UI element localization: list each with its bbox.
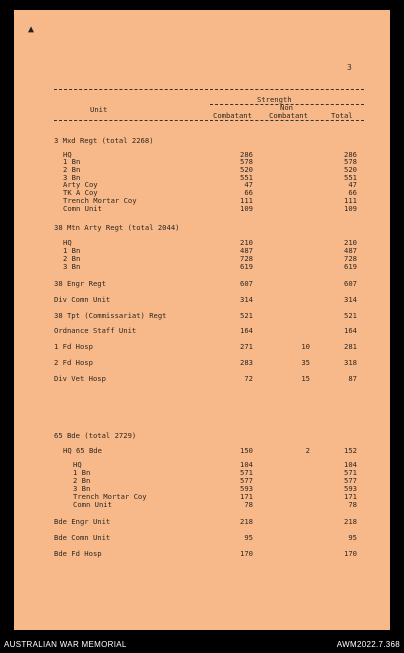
row-label: Trench Mortar Coy [73,492,147,501]
non-combatant-value: 15 [301,374,310,383]
row-label: 3 Mxd Regt (total 2268) [54,136,154,145]
combatant-value: 286 [240,150,253,159]
total-value: 318 [344,358,357,367]
row-label: Comn Unit [73,500,112,509]
combatant-value: 170 [240,549,253,558]
combatant-value: 593 [240,484,253,493]
row-label: 2 Bn [63,165,81,174]
combatant-value: 619 [240,262,253,271]
row-label: Bde Fd Hosp [54,549,102,558]
page-number: 3 [347,63,352,72]
row-label: 38 Engr Regt [54,279,106,288]
combatant-value: 150 [240,446,253,455]
row-label: Bde Comn Unit [54,533,111,542]
row-label: Ordnance Staff Unit [54,326,137,335]
row-label: 2 Fd Hosp [54,358,93,367]
total-value: 578 [344,157,357,166]
combatant-value: 520 [240,165,253,174]
row-label: 38 Tpt (Commissariat) Regt [54,311,167,320]
combatant-value: 551 [240,173,253,182]
strength-header: Strength [257,95,292,104]
total-value: 218 [344,517,357,526]
non-combatant-value: 10 [301,342,310,351]
combatant-value: 66 [244,188,253,197]
row-label: 2 Bn [73,476,91,485]
combatant-value: 72 [244,374,253,383]
row-label: 2 Bn [63,254,81,263]
combatant-value: 111 [240,196,253,205]
total-value: 520 [344,165,357,174]
row-label: 3 Bn [73,484,91,493]
combatant-value: 104 [240,460,253,469]
non-combatant-value: 2 [305,446,310,455]
combatant-value: 164 [240,326,253,335]
row-label: 38 Mtn Arty Regt (total 2044) [54,223,180,232]
total-value: 78 [348,500,357,509]
row-label: 65 Bde (total 2729) [54,431,137,440]
combatant-value: 210 [240,238,253,247]
total-value: 314 [344,295,357,304]
row-label: Div Vet Hosp [54,374,106,383]
combatant-value: 571 [240,468,253,477]
row-label: 1 Bn [63,246,81,255]
total-value: 210 [344,238,357,247]
total-value: 47 [348,180,357,189]
combatant-value: 271 [240,342,253,351]
row-label: HQ [73,460,82,469]
combatant-value: 728 [240,254,253,263]
row-label: Trench Mortar Coy [63,196,137,205]
row-label: 1 Bn [73,468,91,477]
combatant-value: 521 [240,311,253,320]
total-value: 87 [348,374,357,383]
non-combatant-header: Combatant [269,111,308,120]
total-value: 104 [344,460,357,469]
total-value: 170 [344,549,357,558]
row-label: 3 Bn [63,262,81,271]
combatant-value: 95 [244,533,253,542]
total-value: 619 [344,262,357,271]
footer-reference: AWM2022.7.368 [336,640,400,649]
row-label: HQ [63,150,72,159]
row-label: Arty Coy [63,180,98,189]
header-rule-top [54,89,364,90]
combatant-value: 109 [240,204,253,213]
pen-mark-icon: ▲ [28,24,35,35]
total-value: 607 [344,279,357,288]
total-value: 577 [344,476,357,485]
total-value: 171 [344,492,357,501]
combatant-header: Combatant [213,111,252,120]
row-label: 3 Bn [63,173,81,182]
row-label: TK A Coy [63,188,98,197]
total-value: 286 [344,150,357,159]
combatant-value: 314 [240,295,253,304]
footer-source: AUSTRALIAN WAR MEMORIAL [4,640,127,649]
total-value: 281 [344,342,357,351]
total-value: 111 [344,196,357,205]
row-label: Comn Unit [63,204,102,213]
total-value: 728 [344,254,357,263]
total-value: 593 [344,484,357,493]
unit-header: Unit [90,105,108,114]
combatant-value: 171 [240,492,253,501]
row-label: HQ [63,238,72,247]
total-value: 66 [348,188,357,197]
combatant-value: 487 [240,246,253,255]
combatant-value: 607 [240,279,253,288]
header-rule-bottom [54,120,364,121]
total-value: 164 [344,326,357,335]
combatant-value: 47 [244,180,253,189]
combatant-value: 283 [240,358,253,367]
non-header: Non [280,103,293,112]
total-value: 521 [344,311,357,320]
total-value: 571 [344,468,357,477]
non-combatant-value: 35 [301,358,310,367]
combatant-value: 78 [244,500,253,509]
total-value: 109 [344,204,357,213]
row-label: HQ 65 Bde [63,446,102,455]
total-value: 551 [344,173,357,182]
row-label: Div Comn Unit [54,295,111,304]
total-header: Total [331,111,353,120]
total-value: 95 [348,533,357,542]
row-label: 1 Fd Hosp [54,342,93,351]
row-label: 1 Bn [63,157,81,166]
combatant-value: 218 [240,517,253,526]
total-value: 152 [344,446,357,455]
total-value: 487 [344,246,357,255]
combatant-value: 578 [240,157,253,166]
row-label: Bde Engr Unit [54,517,111,526]
combatant-value: 577 [240,476,253,485]
